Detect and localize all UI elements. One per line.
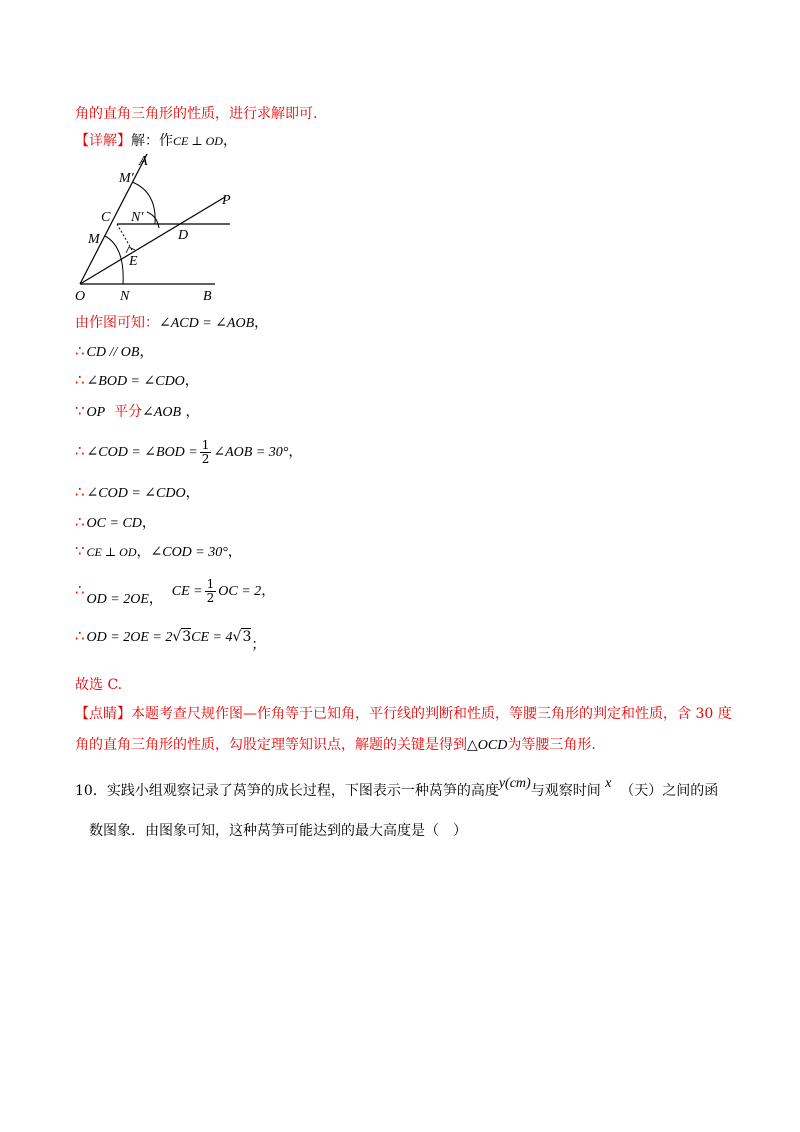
punctuation: ，: [254, 315, 269, 331]
therefore-symbol: ∴: [75, 483, 85, 501]
therefore-symbol: ∴: [75, 627, 85, 645]
proof-line: [75, 313, 268, 334]
math-expression: ∠COD = 30°: [150, 545, 228, 560]
sqrt-radicand: 3: [242, 629, 252, 645]
proof-line: [75, 575, 275, 615]
math-expression: CE ⊥ OD: [173, 134, 223, 148]
proof-line: [75, 370, 199, 392]
note-line: [75, 735, 596, 756]
label-d: D: [178, 228, 189, 243]
segment-ce: [117, 224, 132, 250]
detail-tag: 【详解】: [75, 133, 131, 149]
math-expression: CE =: [171, 584, 203, 599]
line-text: 为等腰三角形.: [507, 737, 596, 753]
question-text: 实践小组观察记录了莴笋的成长过程，下图表示一种莴笋的高度: [106, 783, 499, 799]
proof-line: [75, 436, 302, 468]
fraction-numerator: 1: [201, 437, 210, 452]
punctuation: ，: [185, 404, 200, 420]
fraction-denominator: 2: [206, 590, 215, 605]
punctuation: ，: [261, 583, 276, 599]
line-text: 由作图可知：: [75, 315, 159, 331]
label-e: E: [129, 254, 138, 269]
punctuation: ；: [251, 637, 266, 653]
label-m-prime: M′: [119, 171, 134, 186]
proof-line: [75, 623, 265, 658]
punctuation: ，: [184, 373, 199, 389]
geometry-diagram: [75, 152, 245, 304]
line-text: 角的直角三角形的性质，进行求解即可.: [75, 106, 318, 122]
because-symbol: ∵: [75, 542, 85, 560]
math-expression: ∠COD = ∠BOD =: [86, 445, 198, 460]
sqrt-sign: √: [172, 629, 182, 645]
proof-line: [75, 512, 156, 534]
answer-text: 故选 C.: [75, 677, 123, 693]
math-expression: CD // OB: [86, 345, 140, 360]
label-b: B: [203, 289, 212, 304]
math-expression: OC = 2: [218, 584, 262, 599]
proof-line: [75, 541, 242, 563]
math-expression: △OCD: [467, 738, 508, 753]
label-o: O: [75, 289, 86, 304]
math-expression: ∠ACD = ∠AOB: [159, 316, 255, 331]
sqrt-sign: √: [232, 629, 242, 645]
math-expression: x: [605, 776, 612, 791]
line-text: 解：作: [131, 133, 173, 149]
sqrt-radicand: 3: [182, 629, 192, 645]
arc-intersection: [147, 212, 159, 228]
question-line: [89, 821, 467, 841]
note-line: [75, 704, 732, 724]
punctuation: ，: [227, 544, 242, 560]
question-text: （天）之间的函: [620, 783, 719, 799]
question-text: 数图象．由图象可知，这种莴笋可能达到的最大高度是（ ）: [89, 823, 467, 839]
question-number: 10．: [75, 783, 107, 799]
answer-line: [75, 675, 122, 695]
therefore-symbol: ∴: [75, 581, 85, 599]
punctuation: ，: [222, 133, 237, 149]
detail-line: [75, 131, 237, 151]
punctuation: ，: [185, 485, 200, 501]
math-expression: ∠AOB: [142, 405, 182, 420]
math-expression: OC = CD: [86, 516, 142, 531]
punctuation: ，: [148, 591, 163, 607]
because-symbol: ∵: [75, 402, 85, 420]
fraction-denominator: 2: [201, 451, 210, 466]
therefore-symbol: ∴: [75, 342, 85, 360]
note-tag: 【点睛】: [75, 706, 131, 722]
line-text: 角的直角三角形的性质，勾股定理等知识点，解题的关键是得到: [75, 737, 467, 753]
label-c: C: [101, 210, 111, 225]
question-line: [75, 770, 718, 805]
proof-line: [75, 401, 200, 423]
math-expression: ∠AOB = 30°: [213, 445, 289, 460]
therefore-symbol: ∴: [75, 513, 85, 531]
math-expression: CE ⊥ OD: [86, 545, 137, 559]
line-text: 本题考查尺规作图—作角等于已知角，平行线的判断和性质，等腰三角形的判定和性质，含 30 度: [131, 706, 732, 722]
label-n: N: [120, 289, 130, 304]
math-expression: CE = 4: [191, 630, 233, 645]
label-n-prime: N′: [131, 210, 144, 225]
fraction-numerator: 1: [206, 576, 215, 591]
question-text: 与观察时间: [530, 783, 601, 799]
punctuation: ，: [288, 444, 303, 460]
punctuation: ，: [141, 515, 156, 531]
punctuation: ，: [136, 544, 151, 560]
fraction: [200, 439, 212, 466]
math-expression: OD = 2OE = 2: [86, 630, 173, 645]
label-p: P: [222, 193, 231, 208]
therefore-symbol: ∴: [75, 442, 85, 460]
fraction: [205, 578, 217, 605]
therefore-symbol: ∴: [75, 371, 85, 389]
text-line: [75, 104, 317, 124]
line-text: 平分: [114, 404, 143, 420]
punctuation: ，: [139, 344, 154, 360]
math-expression: OP: [86, 405, 106, 420]
math-expression: ∠COD = ∠CDO: [86, 486, 186, 501]
label-a: A: [139, 154, 148, 169]
math-expression: ∠BOD = ∠CDO: [86, 374, 185, 389]
math-expression: OD = 2OE: [86, 592, 149, 607]
proof-line: [75, 341, 153, 363]
math-expression: y(cm): [498, 776, 531, 791]
label-m: M: [88, 232, 100, 247]
proof-line: [75, 482, 200, 504]
